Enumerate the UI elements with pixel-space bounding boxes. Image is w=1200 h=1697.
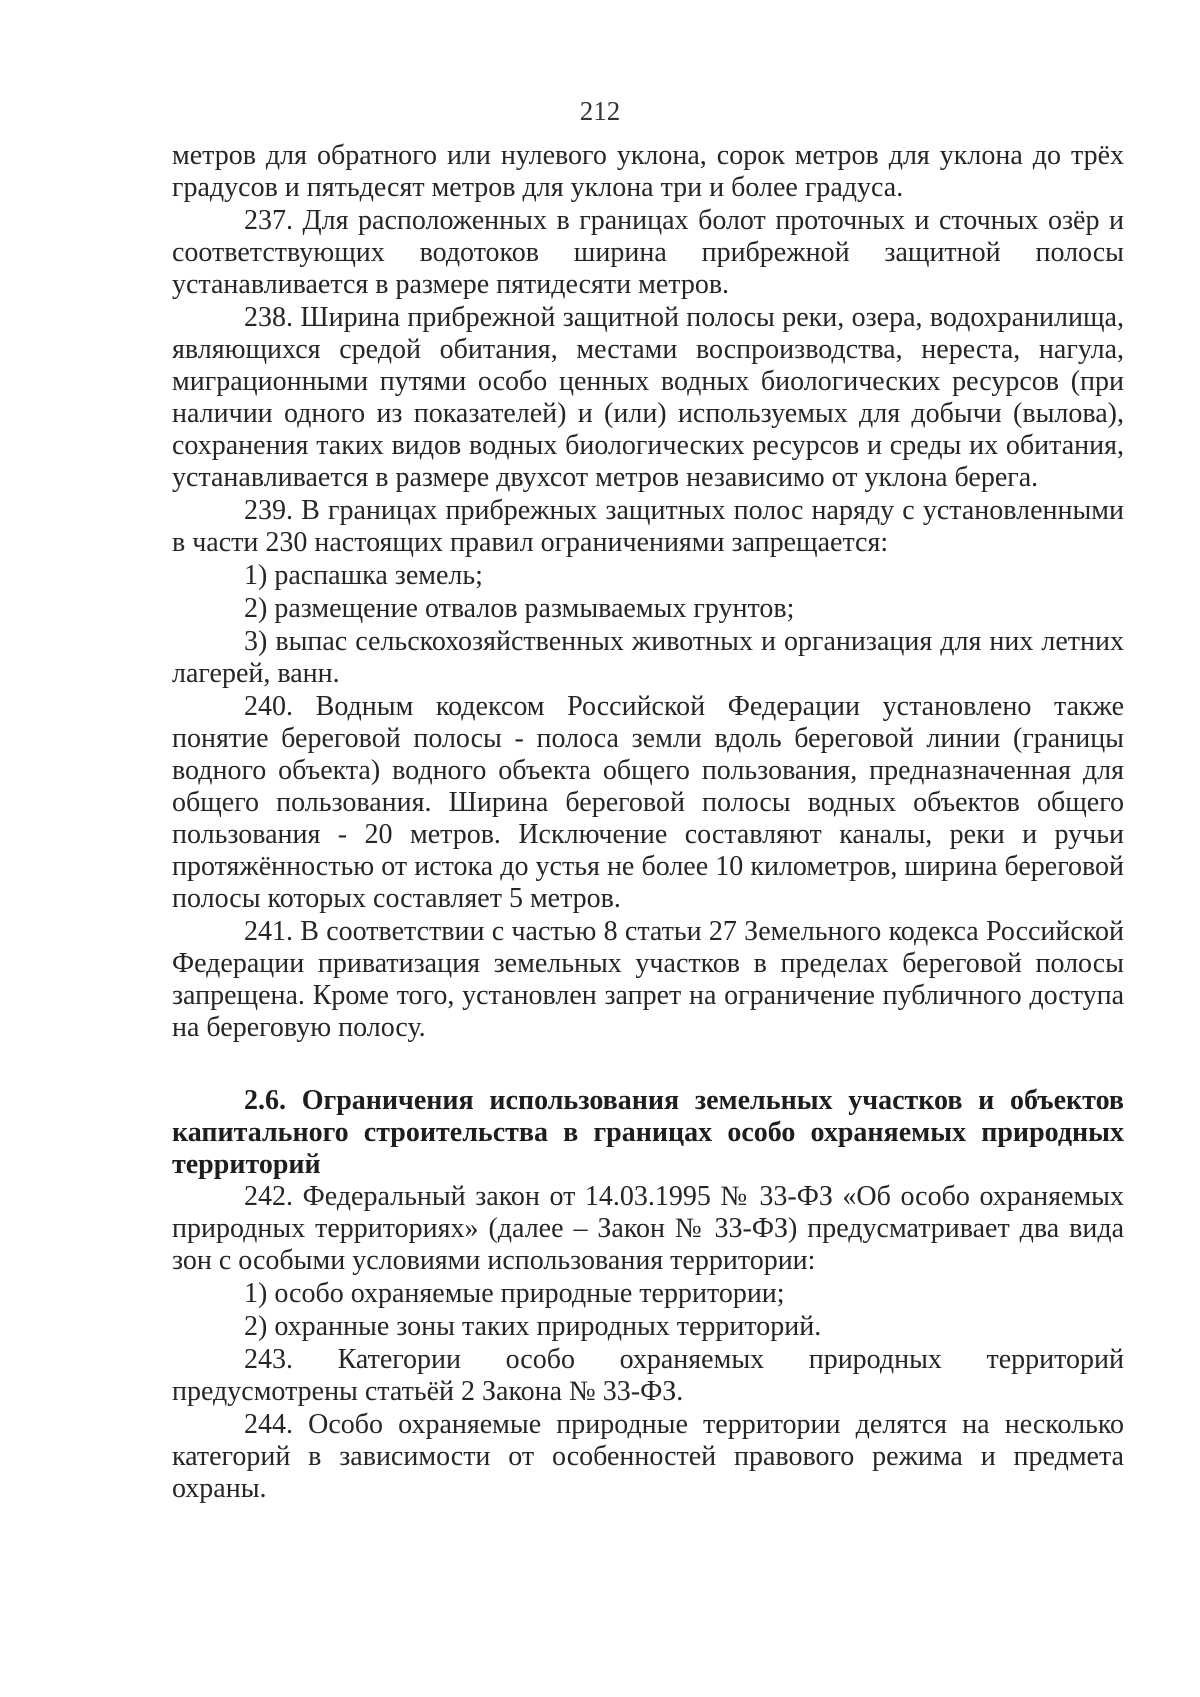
paragraph-241: 241. В соответствии с частью 8 статьи 27 Земельного кодекса Российской Федерации приватизация земельных участков в пределах береговой полосы запрещена. Кроме того, установлен запрет на ограничение публичного доступа на береговую полосу. <box>172 916 1124 1043</box>
section-heading: 2.6. Ограничения использования земельных участков и объектов капитального строительства в границах особо охраняемых природных территорий <box>172 1085 1124 1180</box>
paragraph-239: 239. В границах прибрежных защитных полос наряду с установленными в части 230 настоящих правил ограничениями запрещается: <box>172 495 1124 558</box>
paragraph-238: 238. Ширина прибрежной защитной полосы реки, озера, водохранилища, являющихся средой обитания, местами воспроизводства, нереста, нагула, миграционными путями особо ценных водных биологических ресурсов (при наличии одного из показателей) и (или) используемых для добычи (вылова), сохранения таких видов водных биологических ресурсов и среды их обитания, устанавливается в размере двухсот метров независимо от уклона берега. <box>172 302 1124 493</box>
page-body <box>172 140 1124 1506</box>
paragraph-244: 244. Особо охраняемые природные территории делятся на несколько категорий в зависимости от особенностей правового режима и предмета охраны. <box>172 1409 1124 1504</box>
paragraph-continuation: метров для обратного или нулевого уклона, сорок метров для уклона до трёх градусов и пятьдесят метров для уклона три и более градуса. <box>172 140 1124 203</box>
list-item-239-1: 1) распашка земель; <box>244 560 483 591</box>
page-number: 212 <box>579 96 621 126</box>
paragraph-237: 237. Для расположенных в границах болот проточных и сточных озёр и соответствующих водотоков ширина прибрежной защитной полосы устанавливается в размере пятидесяти метров. <box>172 205 1124 300</box>
list-item-242-2: 2) охранные зоны таких природных территорий. <box>244 1311 822 1342</box>
list-item-239-3: 3) выпас сельскохозяйственных животных и организация для них летних лагерей, ванн. <box>172 626 1124 689</box>
paragraph-243: 243. Категории особо охраняемых природных территорий предусмотрены статьёй 2 Закона № 33-ФЗ. <box>172 1344 1124 1407</box>
paragraph-242: 242. Федеральный закон от 14.03.1995 № 33-ФЗ «Об особо охраняемых природных территориях» (далее – Закон № 33-ФЗ) предусматривает два вида зон с особыми условиями использования территории: <box>172 1181 1124 1276</box>
paragraph-240: 240. Водным кодексом Российской Федерации установлено также понятие береговой полосы - полоса земли вдоль береговой линии (границы водного объекта) водного объекта общего пользования, предназначенная для общего пользования. Ширина береговой полосы водных объектов общего пользования - 20 метров. Исключение составляют каналы, реки и ручьи протяжённостью от истока до устья не более 10 километров, ширина береговой полосы которых составляет 5 метров. <box>172 691 1124 914</box>
list-item-239-2: 2) размещение отвалов размываемых грунтов; <box>244 593 795 624</box>
list-item-242-1: 1) особо охраняемые природные территории; <box>244 1278 785 1309</box>
